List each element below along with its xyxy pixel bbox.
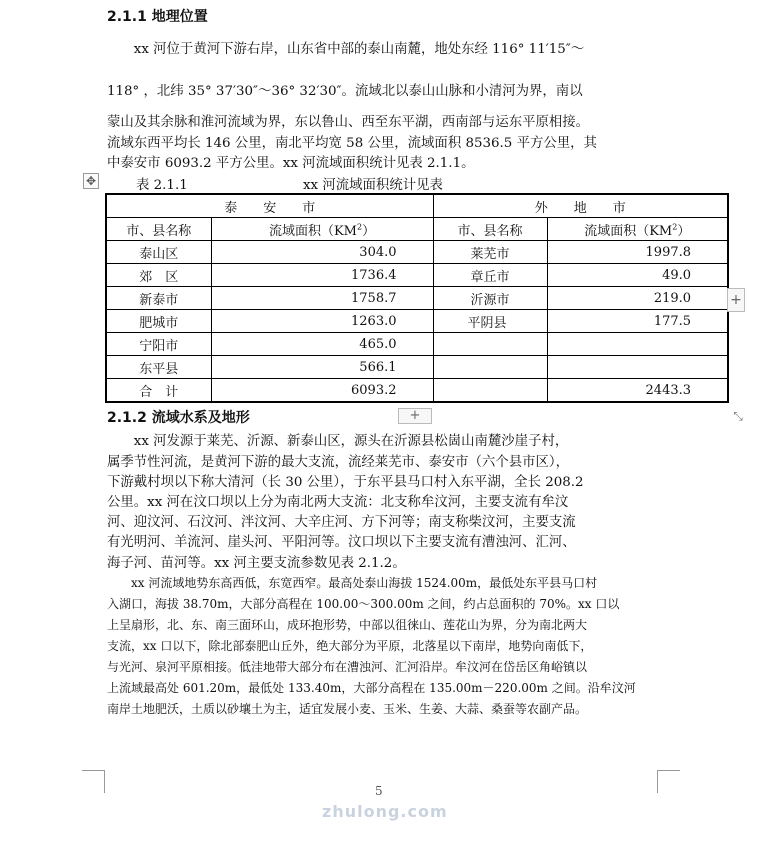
paragraph-line: 流域东西平均长 146 公里，南北平均宽 58 公里，流域面积 8536.5 平方公里，其 [107, 136, 597, 151]
column-header-name: 市、县名称 [106, 218, 211, 241]
section-title-geography: 2.1.1 地理位置 [107, 9, 208, 25]
paragraph-line: 下游戴村坝以下称大清河（长 30 公里），于东平县马口村入东平湖，全长 208.2 [107, 475, 584, 490]
group-header-taian: 泰 安 市 [106, 194, 433, 218]
column-header-name: 市、县名称 [433, 218, 547, 241]
cell-right-name [433, 356, 547, 379]
cell-left-name: 宁阳市 [106, 333, 211, 356]
paragraph-line: 河、迎汶河、石汶河、泮汶河、大辛庄河、方下河等；南支称柴汶河，主要支流 [107, 515, 576, 530]
cell-right-name [433, 333, 547, 356]
group-header-other: 外 地 市 [433, 194, 728, 218]
cell-right-name: 平阴县 [433, 310, 547, 333]
add-column-plus-icon[interactable]: + [727, 288, 745, 312]
table-caption-number: 表 2.1.1 [136, 178, 188, 193]
cell-right-area: 49.0 [547, 264, 728, 287]
table-column-header-row [106, 218, 728, 241]
column-header-area: 流域面积$(KM^2)$ [211, 218, 433, 241]
paragraph-line: 入湖口，海拔 38.70m，大部分高程在 100.00～300.00m 之间，约占总面积的 70%。xx 口以 [107, 597, 620, 611]
cell-left-name: 肥城市 [106, 310, 211, 333]
cell-left-area: 1736.4 [211, 264, 433, 287]
paragraph-line: 上流域最高处 601.20m，最低处 133.40m，大部分高程在 135.00m－220.00m 之间。沿牟汶河 [107, 681, 636, 695]
paragraph-line: 属季节性河流，是黄河下游的最大支流，流经莱芜市、泰安市（六个县市区）， [107, 455, 569, 470]
table-row-total [106, 379, 728, 403]
table-row [106, 333, 728, 356]
cell-right-area [547, 356, 728, 379]
cell-left-name: 新泰市 [106, 287, 211, 310]
cell-left-area: 6093.2 [211, 379, 433, 403]
watermark-logo: zhulong.com [322, 802, 448, 821]
cell-left-area: 465.0 [211, 333, 433, 356]
cell-right-name: 沂源市 [433, 287, 547, 310]
cell-left-name: 泰山区 [106, 241, 211, 264]
page-corner-mark [657, 770, 680, 793]
paragraph-line: 中泰安市 6093.2 平方公里。xx 河流域面积统计见表 2.1.1。 [107, 156, 475, 171]
paragraph-line: 公里。xx 河在汶口坝以上分为南北两大支流：北支称牟汶河，主要支流有牟汶 [107, 495, 569, 510]
section-title-water-system: 2.1.2 流域水系及地形 [107, 410, 250, 426]
page-number: 5 [375, 784, 383, 798]
table-move-handle-icon[interactable]: ✥ [83, 173, 99, 189]
paragraph-line: 与光河、泉河平原相接。低洼地带大部分布在漕浊河、汇河沿岸。牟汶河在岱岳区角峪镇以 [107, 660, 588, 674]
table-row [106, 356, 728, 379]
page-corner-mark [82, 770, 105, 793]
table-group-header-row [106, 194, 728, 218]
cell-right-area: 2443.3 [547, 379, 728, 403]
paragraph-line: xx 河位于黄河下游右岸，山东省中部的泰山南麓，地处东经 116° 11′15″～ [107, 42, 585, 57]
paragraph-line: 南岸土地肥沃，土质以砂壤土为主，适宜发展小麦、玉米、生姜、大蒜、桑蚕等农副产品。 [107, 702, 588, 716]
paragraph-line: 支流，xx 口以下，除北部泰肥山丘外，绝大部分为平原，北落星以下南岸，地势向南低下， [107, 639, 593, 653]
table-row [106, 287, 728, 310]
paragraph-line: xx 河发源于莱芜、沂源、新泰山区，源头在沂源县松崮山南麓沙崖子村， [107, 434, 569, 449]
add-row-plus-icon[interactable]: + [398, 408, 432, 424]
cell-left-name: 东平县 [106, 356, 211, 379]
paragraph-line: xx 河流域地势东高西低，东宽西窄。最高处泰山海拔 1524.00m，最低处东平县马口村 [107, 576, 598, 590]
cell-right-name [433, 379, 547, 403]
cell-left-name: 郊 区 [106, 264, 211, 287]
cell-right-area: 219.0 [547, 287, 728, 310]
table-resize-diagonal-icon[interactable]: ⤡ [733, 409, 743, 423]
cell-right-name: 莱芜市 [433, 241, 547, 264]
paragraph-line: 海子河、苗河等。xx 河主要支流参数见表 2.1.2。 [107, 556, 406, 571]
paragraph-line: 蒙山及其余脉和淮河流域为界，东以鲁山、西至东平湖，西南部与运东平原相接。 [107, 115, 590, 130]
table-row [106, 241, 728, 264]
cell-left-name: 合 计 [106, 379, 211, 403]
paragraph-line: 上呈扇形，北、东、南三面环山，成环抱形势，中部以徂徕山、莲花山为界，分为南北两大 [107, 618, 588, 632]
table-row [106, 310, 728, 333]
table-row [106, 264, 728, 287]
paragraph-line: 118° ，北纬 35° 37′30″～36° 32′30″。流域北以泰山山脉和小清河为界，南以 [107, 84, 583, 99]
cell-left-area: 566.1 [211, 356, 433, 379]
area-statistics-table [105, 193, 729, 403]
cell-left-area: 304.0 [211, 241, 433, 264]
cell-left-area: 1758.7 [211, 287, 433, 310]
cell-right-area: 1997.8 [547, 241, 728, 264]
paragraph-line: 有光明河、羊流河、崖头河、平阳河等。汶口坝以下主要支流有漕浊河、汇河、 [107, 535, 576, 550]
cell-right-name: 章丘市 [433, 264, 547, 287]
cell-right-area [547, 333, 728, 356]
cell-right-area: 177.5 [547, 310, 728, 333]
column-header-area: 流域面积$(KM^2)$ [547, 218, 728, 241]
table-caption-title: xx 河流域面积统计见表 [303, 178, 443, 193]
cell-left-area: 1263.0 [211, 310, 433, 333]
